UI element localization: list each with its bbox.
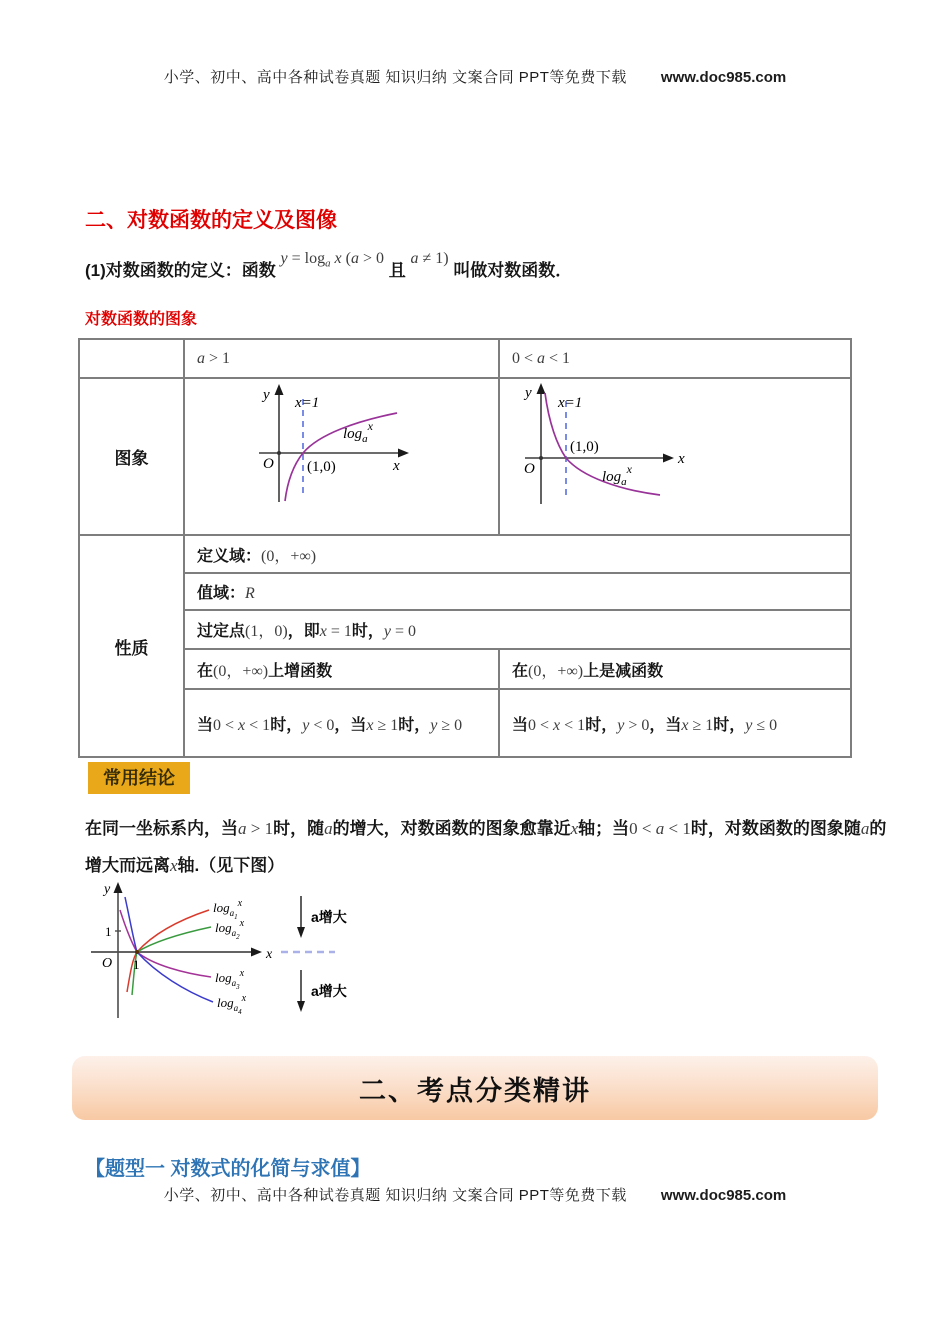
row-label-props: 性质 [114,638,149,658]
x-axis-label: x [266,947,273,962]
definition-conjunction: 且 [388,261,406,280]
y-axis-label: y [104,882,111,897]
text-piece: x [170,856,178,875]
text-piece: y [617,716,625,734]
graph-cell-increasing [184,378,499,535]
text-piece: 0 < [213,716,239,734]
y-axis-arrow-icon [537,383,546,394]
text-piece: (0，+∞) [528,662,584,680]
text-piece: ，当 [649,716,682,734]
text-piece: y [745,716,753,734]
down-arrow-icon [297,927,305,938]
cell-sign-left [184,689,499,757]
text-piece: > 0 [624,716,650,734]
x-axis-label: x [678,451,685,467]
text-piece: ≥ 1 [688,716,714,734]
text-piece: ≥ 0 [437,716,463,734]
text-piece: < 1 [560,716,586,734]
cell-mono-increasing [184,649,499,689]
y-axis-label: y [263,387,270,403]
definition-line [85,250,573,282]
table-corner-cell [79,339,184,378]
header-text: 小学、初中、高中各种试卷真题 知识归纳 文案合同 PPT等免费下载 [163,69,627,86]
graph-heading: 对数函数的图象 [85,311,198,328]
text-piece: x [570,819,579,838]
curve-label: $\log_a^x$ [343,419,373,445]
curve-label-a1: $\log_{a1}^x$ [213,898,243,921]
text-piece: y [302,716,310,734]
graph-cell-decreasing [499,378,851,535]
curve-log-a2 [132,927,211,995]
text-piece: (1，0) [245,623,288,640]
text-piece: 值域： [197,585,246,602]
table-row-fixed-point [79,610,851,649]
table-graph-row [79,378,851,535]
y-tick-1: 1 [105,924,112,939]
conclusion-badge: 常用结论 [88,762,190,794]
text-piece: 过定点 [197,623,246,640]
topic-heading: 【题型一 对数式的化简与求值】 [85,1158,371,1180]
x-tick-1: 1 [133,957,140,972]
text-piece: ( [341,250,351,267]
text-piece: < 1 [245,716,271,734]
text-piece: 时， [270,716,303,734]
text-piece: 时， [585,716,618,734]
text-piece: ≤ 0 [752,716,778,734]
text-piece: ，即 [287,623,320,640]
text-piece: x [681,716,689,734]
x-axis-arrow-icon [398,449,409,458]
curve-label-a4: $\log_{a4}^x$ [217,993,247,1016]
text-piece: 时，对数函数的图象随 [690,819,861,838]
text-piece: a [410,250,419,267]
page-header [0,66,950,87]
text-piece: 当 [512,716,529,734]
log-graph-a-lt-1 [512,381,834,527]
formula-domain-part1 [280,250,384,270]
text-piece: a [197,349,205,367]
text-piece: y [280,250,288,267]
banner-title: 二、考点分类精讲 [359,1075,591,1106]
cell-mono-decreasing [499,649,851,689]
text-piece: = 1 [326,623,352,640]
text-piece: x [366,716,374,734]
table-header-a-gt-1 [184,339,499,378]
text-piece: 的增大，对数函数的图象愈靠近 [332,819,571,838]
formula-domain-part2 [410,250,448,267]
text-piece: ，当 [334,716,367,734]
y-axis-arrow-icon [114,882,123,893]
text-piece: y [383,623,391,640]
point-1-0-label: (1,0) [307,459,336,475]
text-piece: 时， [398,716,431,734]
table-row-sign [79,689,851,757]
text-piece: 当 [197,716,214,734]
text-piece: 轴.（见下图） [177,856,285,875]
table-header-a-lt-1 [499,339,851,378]
text-piece: 时， [713,716,746,734]
origin-label: O [102,956,113,971]
text-piece: a [655,819,665,838]
text-piece: a [350,250,359,267]
section-title: 二、对数函数的定义及图像 [85,209,337,232]
text-piece: a [537,349,546,367]
cell-range [184,573,851,610]
text-piece: a [324,819,333,838]
text-piece: (0，+∞) [213,662,269,680]
text-piece: 0 < [528,716,554,734]
text-piece: y [430,716,438,734]
log-family-figure [73,880,383,1025]
footer-text: 小学、初中、高中各种试卷真题 知识归纳 文案合同 PPT等免费下载 [163,1187,627,1204]
table-row-domain [79,535,851,573]
origin-label: O [263,456,274,472]
log-graph-a-gt-1 [197,381,486,527]
text-piece: 上增函数 [268,662,333,680]
text-piece: 时，随 [273,819,325,838]
text-piece: 在 [197,662,214,680]
text-piece: > 0 [358,250,384,267]
text-piece: x [330,250,342,267]
text-piece: 的增大而远离 [85,819,887,875]
text-piece: a [325,257,331,270]
row-label-graph: 图象 [114,449,149,468]
text-piece: 在同一坐标系内，当 [85,819,238,838]
log-function-table [78,338,852,758]
y-axis-arrow-icon [275,384,284,395]
text-piece: (0，+∞) [261,547,317,565]
text-piece: x [238,716,246,734]
x-axis-arrow-icon [251,948,262,957]
conclusion-paragraph [85,810,887,884]
a-increase-label-bottom: a增大 [311,983,347,999]
x-equals-1-label: x=1 [295,395,320,411]
x-equals-1-label: x=1 [558,395,583,411]
text-piece: x [553,716,561,734]
curve-label: $\log_a^x$ [602,462,632,488]
curve-label-a2: $\log_{a2}^x$ [215,918,245,941]
text-piece: R [245,585,255,602]
x-axis-arrow-icon [663,454,674,463]
a-increase-label-top: a增大 [311,909,347,925]
cell-sign-right [499,689,851,757]
text-piece: < 1 [664,819,691,838]
origin-label: O [524,461,535,477]
curve-label-a3: $\log_{a3}^x$ [215,968,245,991]
text-piece: 轴；当 [578,819,630,838]
text-piece: 定义域： [197,547,262,565]
table-header-row [79,339,851,378]
text-piece: a [238,819,247,838]
section-banner [72,1056,878,1120]
text-piece: < 0 [309,716,335,734]
cell-domain [184,535,851,573]
text-piece: 时， [351,623,384,640]
text-piece: > 1 [205,349,231,367]
text-piece: 0 < [629,819,656,838]
text-piece: 上是减函数 [583,662,664,680]
text-piece: < 1 [545,349,571,367]
text-piece: a [860,819,870,838]
down-arrow-icon [297,1001,305,1012]
text-piece: ≥ 1 [373,716,399,734]
text-piece: = log [287,250,326,267]
cell-fixed-point [184,610,851,649]
text-piece: 在 [512,662,529,680]
text-piece: > 1 [246,819,274,838]
point-1-0-label: (1,0) [570,439,599,455]
definition-prefix: (1)对数函数的定义：函数 [85,261,276,280]
log-curve-increasing [285,413,397,501]
definition-suffix: 叫做对数函数． [453,261,573,280]
text-piece: = 0 [390,623,416,640]
text-piece: ≠ 1) [418,250,449,267]
footer-site-link[interactable]: www.doc985.com [660,1187,787,1204]
y-axis-label: y [525,385,532,401]
page-footer [0,1184,950,1205]
table-row-monotonicity [79,649,851,689]
text-piece: 0 < [512,349,538,367]
table-row-range [79,573,851,610]
header-site-link[interactable]: www.doc985.com [660,69,787,86]
text-piece: x [319,623,327,640]
x-axis-label: x [393,458,400,474]
